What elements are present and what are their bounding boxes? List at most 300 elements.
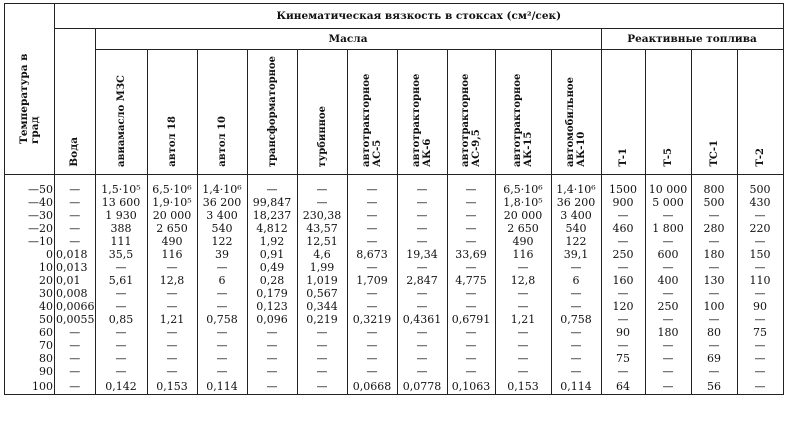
table-row xyxy=(5,235,784,248)
value-cell: — xyxy=(247,352,297,365)
value-cell: — xyxy=(447,261,495,274)
temperature-cell: 20 xyxy=(5,274,55,287)
value-cell: — xyxy=(691,261,737,274)
temperature-header-label: Температура в град xyxy=(17,53,41,144)
column-header-row xyxy=(5,50,784,175)
value-cell: 1,4·10⁶ xyxy=(197,183,247,196)
value-cell: 1,21 xyxy=(147,313,197,326)
temperature-cell: 90 xyxy=(5,365,55,378)
value-cell: 0,153 xyxy=(147,378,197,395)
value-cell: — xyxy=(601,313,645,326)
oils-group-header: Масла xyxy=(95,29,601,50)
value-cell: — xyxy=(147,365,197,378)
value-cell: 0,013 xyxy=(55,261,96,274)
value-cell: — xyxy=(147,339,197,352)
table-row xyxy=(5,196,784,209)
value-cell: 99,847 xyxy=(247,196,297,209)
value-cell: 8,673 xyxy=(347,248,397,261)
column-header xyxy=(197,50,247,175)
value-cell: — xyxy=(447,196,495,209)
value-cell: 0,123 xyxy=(247,300,297,313)
value-cell: 0,758 xyxy=(197,313,247,326)
column-header xyxy=(601,50,645,175)
value-cell: — xyxy=(347,339,397,352)
column-header-label: авиамасло МЗС xyxy=(115,74,127,167)
value-cell: — xyxy=(601,365,645,378)
value-cell: 0,0778 xyxy=(397,378,447,395)
value-cell: — xyxy=(95,261,147,274)
value-cell: 180 xyxy=(645,326,691,339)
value-cell: 75 xyxy=(737,326,783,339)
value-cell: 111 xyxy=(95,235,147,248)
value-cell: 230,38 xyxy=(297,209,347,222)
value-cell: 6 xyxy=(551,274,601,287)
value-cell: 56 xyxy=(691,378,737,395)
value-cell: 0,153 xyxy=(495,378,551,395)
column-header-label: Т-5 xyxy=(662,148,674,167)
value-cell: — xyxy=(197,287,247,300)
value-cell: — xyxy=(55,209,96,222)
column-header xyxy=(645,50,691,175)
value-cell: — xyxy=(601,261,645,274)
value-cell: 0,3219 xyxy=(347,313,397,326)
value-cell: — xyxy=(297,183,347,196)
value-cell: — xyxy=(55,235,96,248)
value-cell: — xyxy=(447,300,495,313)
value-cell: 0,0668 xyxy=(347,378,397,395)
value-cell: — xyxy=(691,287,737,300)
spacer-cell xyxy=(691,175,737,184)
value-cell: 0,85 xyxy=(95,313,147,326)
value-cell: — xyxy=(495,339,551,352)
value-cell: — xyxy=(247,365,297,378)
table-row xyxy=(5,326,784,339)
value-cell: 19,34 xyxy=(397,248,447,261)
value-cell: 36 200 xyxy=(197,196,247,209)
value-cell: 4,812 xyxy=(247,222,297,235)
value-cell: — xyxy=(601,235,645,248)
value-cell: — xyxy=(447,235,495,248)
value-cell: 0,344 xyxy=(297,300,347,313)
value-cell: — xyxy=(447,339,495,352)
value-cell: 280 xyxy=(691,222,737,235)
column-header-label: автотракторное АС-5 xyxy=(361,73,383,167)
spacer-cell xyxy=(495,175,551,184)
value-cell: 12,51 xyxy=(297,235,347,248)
value-cell: — xyxy=(55,378,96,395)
column-header-label: турбинное xyxy=(316,105,328,167)
value-cell: — xyxy=(197,261,247,274)
column-header-label: ТС-1 xyxy=(708,140,720,167)
value-cell: — xyxy=(551,365,601,378)
value-cell: 90 xyxy=(601,326,645,339)
value-cell: — xyxy=(347,196,397,209)
column-header-label: Т-2 xyxy=(754,148,766,167)
value-cell: — xyxy=(347,209,397,222)
value-cell: — xyxy=(55,222,96,235)
value-cell: — xyxy=(495,261,551,274)
temperature-header xyxy=(5,4,55,175)
value-cell: — xyxy=(397,300,447,313)
value-cell: — xyxy=(645,209,691,222)
value-cell: — xyxy=(495,287,551,300)
table-row xyxy=(5,183,784,196)
table-row xyxy=(5,352,784,365)
value-cell: 5,61 xyxy=(95,274,147,287)
value-cell: — xyxy=(645,287,691,300)
value-cell: 90 xyxy=(737,300,783,313)
value-cell: 0,142 xyxy=(95,378,147,395)
value-cell: 430 xyxy=(737,196,783,209)
value-cell: 400 xyxy=(645,274,691,287)
value-cell: — xyxy=(645,235,691,248)
spacer-cell xyxy=(147,175,197,184)
value-cell: — xyxy=(737,313,783,326)
value-cell: 120 xyxy=(601,300,645,313)
value-cell: — xyxy=(95,300,147,313)
column-header-label: Т-1 xyxy=(617,148,629,167)
water-header-label: Вода xyxy=(68,137,81,167)
value-cell: — xyxy=(601,339,645,352)
spacer-cell xyxy=(95,175,147,184)
value-cell: 69 xyxy=(691,352,737,365)
value-cell: 250 xyxy=(601,248,645,261)
value-cell: — xyxy=(347,326,397,339)
value-cell: — xyxy=(447,209,495,222)
value-cell: 0,114 xyxy=(551,378,601,395)
value-cell: — xyxy=(397,365,447,378)
value-cell: — xyxy=(197,365,247,378)
temperature-cell: 40 xyxy=(5,300,55,313)
column-header-label: автол 10 xyxy=(216,116,228,167)
value-cell: 64 xyxy=(601,378,645,395)
spacer-cell xyxy=(601,175,645,184)
value-cell: 540 xyxy=(197,222,247,235)
spacer-cell xyxy=(737,175,783,184)
temperature-cell: —40 xyxy=(5,196,55,209)
value-cell: — xyxy=(645,365,691,378)
value-cell: — xyxy=(397,222,447,235)
value-cell: — xyxy=(347,300,397,313)
table-row xyxy=(5,248,784,261)
value-cell: — xyxy=(551,326,601,339)
value-cell: 0,49 xyxy=(247,261,297,274)
value-cell: 0,0055 xyxy=(56,313,95,326)
value-cell: 2 650 xyxy=(495,222,551,235)
value-cell: — xyxy=(691,313,737,326)
value-cell: — xyxy=(691,339,737,352)
table-row xyxy=(5,261,784,274)
temperature-cell: —50 xyxy=(5,183,55,196)
spacer-cell xyxy=(645,175,691,184)
value-cell: — xyxy=(737,261,783,274)
value-cell: — xyxy=(297,196,347,209)
value-cell: 388 xyxy=(95,222,147,235)
value-cell: — xyxy=(197,339,247,352)
value-cell: — xyxy=(347,261,397,274)
value-cell: — xyxy=(495,365,551,378)
viscosity-table xyxy=(4,3,784,395)
value-cell: 0,758 xyxy=(551,313,601,326)
table-row xyxy=(5,222,784,235)
value-cell: — xyxy=(95,326,147,339)
water-header xyxy=(55,29,96,175)
value-cell: 3 400 xyxy=(197,209,247,222)
value-cell: — xyxy=(347,222,397,235)
value-cell: 0,1063 xyxy=(447,378,495,395)
value-cell: 100 xyxy=(691,300,737,313)
value-cell: — xyxy=(347,287,397,300)
value-cell: — xyxy=(197,352,247,365)
value-cell: 0,008 xyxy=(55,287,96,300)
value-cell: — xyxy=(737,235,783,248)
value-cell: — xyxy=(397,326,447,339)
value-cell: 0,096 xyxy=(247,313,297,326)
table-row xyxy=(5,300,784,313)
value-cell: — xyxy=(551,352,601,365)
column-header xyxy=(495,50,551,175)
value-cell: — xyxy=(397,196,447,209)
value-cell: 4,6 xyxy=(297,248,347,261)
value-cell: — xyxy=(397,261,447,274)
value-cell: — xyxy=(737,365,783,378)
value-cell: 0,567 xyxy=(297,287,347,300)
value-cell: 1500 xyxy=(601,183,645,196)
value-cell: 800 xyxy=(691,183,737,196)
table-row xyxy=(5,378,784,395)
value-cell: — xyxy=(297,378,347,395)
value-cell: — xyxy=(397,235,447,248)
spacer-row xyxy=(5,175,784,184)
value-cell: 39 xyxy=(197,248,247,261)
value-cell: 1,92 xyxy=(247,235,297,248)
value-cell: 6 xyxy=(197,274,247,287)
value-cell: 900 xyxy=(601,196,645,209)
value-cell: 116 xyxy=(147,248,197,261)
value-cell: — xyxy=(147,326,197,339)
column-header xyxy=(297,50,347,175)
fuel-group-header: Реактивные топлива xyxy=(601,29,783,50)
value-cell: 20 000 xyxy=(147,209,197,222)
temperature-cell: 0 xyxy=(5,248,55,261)
table-row xyxy=(5,274,784,287)
value-cell: 490 xyxy=(147,235,197,248)
value-cell: — xyxy=(297,365,347,378)
spacer-cell xyxy=(297,175,347,184)
value-cell: — xyxy=(197,300,247,313)
value-cell: — xyxy=(447,287,495,300)
value-cell: 490 xyxy=(495,235,551,248)
value-cell: 160 xyxy=(601,274,645,287)
value-cell: 1,9·10⁵ xyxy=(147,196,197,209)
column-header xyxy=(691,50,737,175)
value-cell: 1 800 xyxy=(645,222,691,235)
value-cell: — xyxy=(55,183,96,196)
value-cell: — xyxy=(297,339,347,352)
value-cell: 43,57 xyxy=(297,222,347,235)
value-cell: — xyxy=(347,183,397,196)
temperature-cell: 100 xyxy=(5,378,55,395)
value-cell: — xyxy=(645,261,691,274)
temperature-cell: 10 xyxy=(5,261,55,274)
value-cell: 0,018 xyxy=(55,248,96,261)
column-header xyxy=(551,50,601,175)
value-cell: 2 650 xyxy=(147,222,197,235)
column-header-label: автотракторное АК-15 xyxy=(512,73,534,167)
value-cell: — xyxy=(601,209,645,222)
table-row xyxy=(5,365,784,378)
value-cell: 122 xyxy=(197,235,247,248)
value-cell: 0,179 xyxy=(247,287,297,300)
value-cell: — xyxy=(347,235,397,248)
value-cell: 75 xyxy=(601,352,645,365)
column-header xyxy=(95,50,147,175)
value-cell: — xyxy=(737,287,783,300)
value-cell: — xyxy=(347,365,397,378)
value-cell: — xyxy=(551,300,601,313)
value-cell: — xyxy=(737,378,783,395)
spacer-cell xyxy=(447,175,495,184)
value-cell: — xyxy=(397,287,447,300)
value-cell: — xyxy=(95,352,147,365)
value-cell: 35,5 xyxy=(95,248,147,261)
column-header xyxy=(147,50,197,175)
value-cell: — xyxy=(147,352,197,365)
value-cell: — xyxy=(147,261,197,274)
value-cell: 116 xyxy=(495,248,551,261)
value-cell: 3 400 xyxy=(551,209,601,222)
value-cell: 10 000 xyxy=(645,183,691,196)
value-cell: — xyxy=(691,209,737,222)
value-cell: — xyxy=(297,326,347,339)
column-header-label: автотракторное АК-6 xyxy=(411,73,433,167)
value-cell: — xyxy=(447,352,495,365)
value-cell: 180 xyxy=(691,248,737,261)
value-cell: — xyxy=(397,209,447,222)
value-cell: 1 930 xyxy=(95,209,147,222)
value-cell: 1,5·10⁵ xyxy=(95,183,147,196)
value-cell: — xyxy=(447,365,495,378)
value-cell: — xyxy=(645,313,691,326)
spacer-cell xyxy=(55,175,96,184)
column-header xyxy=(397,50,447,175)
value-cell: 1,019 xyxy=(297,274,347,287)
value-cell: 6,5·10⁶ xyxy=(495,183,551,196)
value-cell: — xyxy=(691,235,737,248)
value-cell: 1,21 xyxy=(495,313,551,326)
value-cell: — xyxy=(495,352,551,365)
value-cell: 1,99 xyxy=(297,261,347,274)
value-cell: — xyxy=(397,183,447,196)
column-header xyxy=(447,50,495,175)
spacer-cell xyxy=(397,175,447,184)
value-cell: 36 200 xyxy=(551,196,601,209)
value-cell: 0,28 xyxy=(247,274,297,287)
column-header-label: автомобильное АК-10 xyxy=(565,77,587,167)
value-cell: 80 xyxy=(691,326,737,339)
value-cell: — xyxy=(551,339,601,352)
value-cell: 0,01 xyxy=(55,274,96,287)
value-cell: — xyxy=(55,326,96,339)
value-cell: — xyxy=(147,300,197,313)
value-cell: — xyxy=(495,300,551,313)
value-cell: 0,114 xyxy=(197,378,247,395)
value-cell: — xyxy=(691,365,737,378)
value-cell: — xyxy=(247,326,297,339)
column-header-label: автол 18 xyxy=(166,116,178,167)
value-cell: — xyxy=(247,183,297,196)
value-cell: 12,8 xyxy=(495,274,551,287)
value-cell: 20 000 xyxy=(495,209,551,222)
spacer-cell xyxy=(347,175,397,184)
column-header xyxy=(737,50,783,175)
value-cell: — xyxy=(447,183,495,196)
temperature-cell: 50 xyxy=(5,313,55,326)
temperature-cell: —30 xyxy=(5,209,55,222)
value-cell: — xyxy=(645,352,691,365)
value-cell: 6,5·10⁶ xyxy=(147,183,197,196)
spacer-cell xyxy=(5,175,55,184)
value-cell: 500 xyxy=(691,196,737,209)
value-cell: 0,4361 xyxy=(397,313,447,326)
value-cell: — xyxy=(397,352,447,365)
value-cell: — xyxy=(55,196,96,209)
value-cell: 1,709 xyxy=(347,274,397,287)
value-cell: 2,847 xyxy=(397,274,447,287)
value-cell: — xyxy=(297,352,347,365)
value-cell: — xyxy=(737,339,783,352)
table-title: Кинематическая вязкость в стоксах (см²/сек) xyxy=(55,4,784,29)
table-row xyxy=(5,287,784,300)
value-cell: — xyxy=(737,352,783,365)
spacer-cell xyxy=(197,175,247,184)
value-cell: — xyxy=(95,287,147,300)
value-cell: 600 xyxy=(645,248,691,261)
value-cell: 12,8 xyxy=(147,274,197,287)
temperature-cell: 70 xyxy=(5,339,55,352)
column-header xyxy=(247,50,297,175)
value-cell: 460 xyxy=(601,222,645,235)
value-cell: — xyxy=(55,352,96,365)
temperature-cell: 80 xyxy=(5,352,55,365)
value-cell: — xyxy=(55,339,96,352)
value-cell: — xyxy=(95,339,147,352)
table-row xyxy=(5,313,784,326)
value-cell: 0,0066 xyxy=(56,300,95,313)
column-header-label: автотракторное АС-9,5 xyxy=(460,73,482,167)
spacer-cell xyxy=(551,175,601,184)
value-cell: — xyxy=(197,326,247,339)
temperature-cell: 30 xyxy=(5,287,55,300)
temperature-cell: —20 xyxy=(5,222,55,235)
column-header-label: трансформаторное xyxy=(266,55,278,167)
value-cell: — xyxy=(495,326,551,339)
value-cell: 1,4·10⁶ xyxy=(551,183,601,196)
value-cell: — xyxy=(55,365,96,378)
value-cell: — xyxy=(601,287,645,300)
value-cell: 0,91 xyxy=(247,248,297,261)
value-cell: 39,1 xyxy=(551,248,601,261)
value-cell: 33,69 xyxy=(447,248,495,261)
value-cell: 130 xyxy=(691,274,737,287)
temperature-cell: —10 xyxy=(5,235,55,248)
value-cell: 220 xyxy=(737,222,783,235)
value-cell: — xyxy=(347,352,397,365)
value-cell: 0,6791 xyxy=(447,313,495,326)
value-cell: — xyxy=(645,378,691,395)
table-row xyxy=(5,339,784,352)
value-cell: 18,237 xyxy=(247,209,297,222)
